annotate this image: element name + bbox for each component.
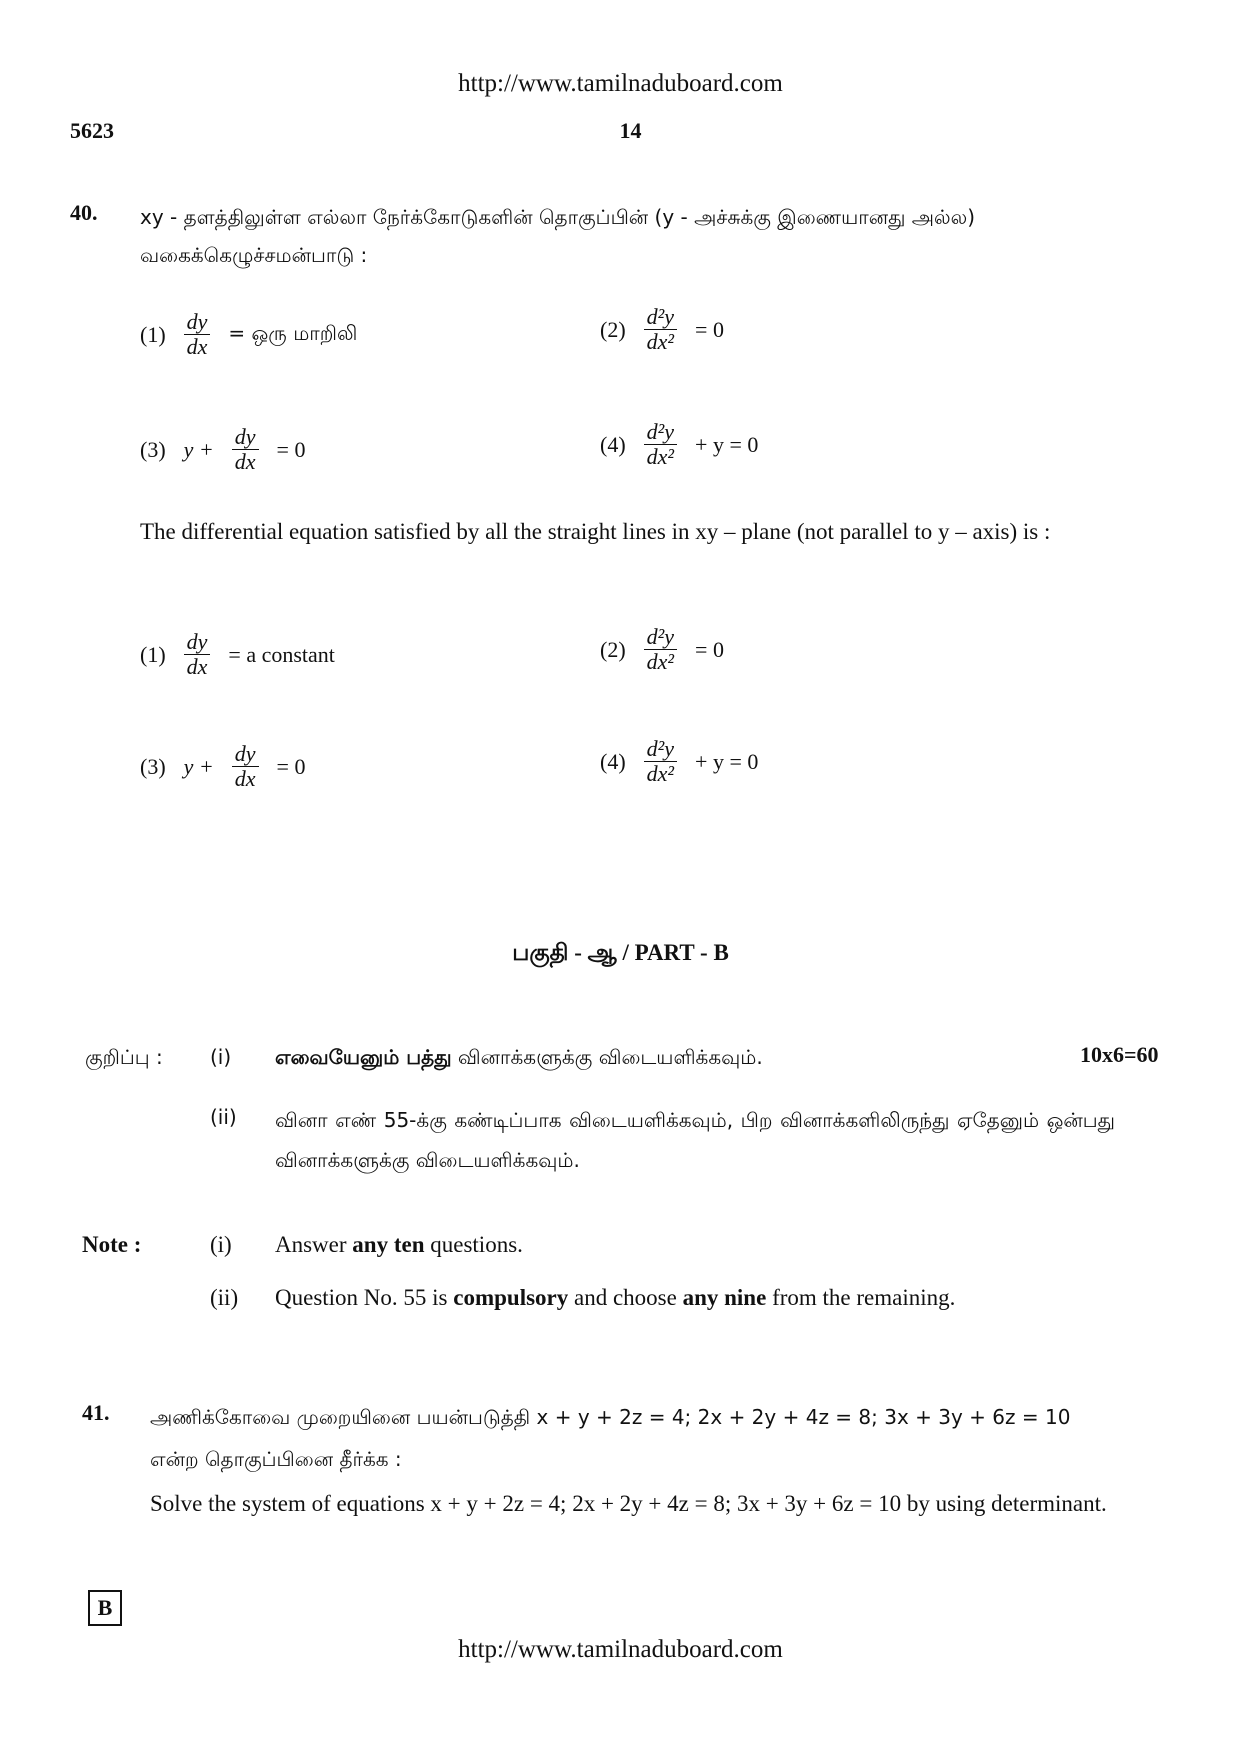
fraction-denominator: dx (186, 654, 208, 680)
option-label: (1) (140, 641, 166, 667)
q40-english-text: The differential equation satisfied by all the straight lines in xy – plane (not parallel to y – axis) is : (140, 519, 1051, 544)
fraction-numerator: dy (184, 630, 211, 655)
tamil-note-i-text: வினாக்களுக்கு விடையளிக்கவும். (451, 1045, 763, 1069)
url-bottom: http://www.tamilnaduboard.com (458, 1636, 783, 1663)
page-number: 14 (619, 118, 642, 143)
option-rest: + y = 0 (695, 431, 759, 457)
tamil-note-i (275, 1045, 763, 1072)
option-rest: = 0 (276, 436, 306, 462)
note-label: Note : (82, 1232, 142, 1257)
note-i: Answer any ten questions. (275, 1232, 523, 1257)
q40-english-option-1 (140, 630, 335, 679)
booklet-letter: B (88, 1590, 122, 1626)
fraction-denominator: dx² (646, 329, 675, 355)
q41-tamil-text: அணிக்கோவை முறையினை பயன்படுத்தி x + y + 2z = 4; 2x + 2y + 4z = 8; 3x + 3y + 6z = 10 என்ற தொகுப்பினை தீர்க்க : (150, 1405, 1071, 1471)
url-top: http://www.tamilnaduboard.com (458, 70, 783, 97)
option-rest: = ஒரு மாறிலி (228, 321, 358, 346)
q40-tamil-option-4 (600, 420, 758, 469)
fraction-numerator: dy (184, 310, 211, 335)
fraction-numerator: dy (232, 742, 259, 767)
q40-tamil-option-3 (140, 425, 305, 474)
tamil-note-i-label: (i) (210, 1045, 232, 1069)
option-label: (1) (140, 321, 166, 347)
option-label: (3) (140, 436, 166, 462)
option-rest: = 0 (276, 753, 306, 779)
tamil-note-i-bold: எவையேனும் பத்து (275, 1045, 452, 1069)
option-label: (3) (140, 753, 166, 779)
fraction-denominator: dx (234, 766, 256, 792)
fraction-numerator: d²y (644, 625, 677, 650)
option-label: (2) (600, 636, 626, 662)
fraction-numerator: d²y (644, 305, 677, 330)
option-label: (2) (600, 316, 626, 342)
option-prefix: y + (183, 436, 214, 462)
option-rest: + y = 0 (695, 748, 759, 774)
note-ii-bold-1: compulsory (453, 1285, 569, 1310)
q40-tamil-option-1 (140, 310, 357, 359)
option-label: (4) (600, 748, 626, 774)
fraction-numerator: dy (232, 425, 259, 450)
q41-number: 41. (82, 1400, 110, 1425)
option-rest: = a constant (228, 641, 335, 667)
note-i-bold: any ten (352, 1232, 425, 1257)
q40-tamil-text: xy - தளத்திலுள்ள எல்லா நேர்க்கோடுகளின் தொகுப்பின் (y - அச்சுக்கு இணையானது அல்ல) வகைக்கெழுச்சமன்பாடு : (140, 205, 976, 267)
tamil-note-ii-label: (ii) (210, 1105, 237, 1129)
fraction-denominator: dx (186, 334, 208, 360)
fraction-numerator: d²y (644, 420, 677, 445)
fraction-denominator: dx² (646, 649, 675, 675)
q40-english-option-4 (600, 737, 758, 786)
marks: 10x6=60 (1080, 1042, 1159, 1067)
fraction-numerator: d²y (644, 737, 677, 762)
q40-tamil-option-2 (600, 305, 724, 354)
note-ii-bold-2: any nine (682, 1285, 767, 1310)
q40-english-option-2 (600, 625, 724, 674)
option-rest: = 0 (695, 636, 724, 662)
tamil-note-label: குறிப்பு : (85, 1045, 163, 1069)
fraction-denominator: dx² (646, 444, 675, 470)
fraction-denominator: dx (234, 449, 256, 475)
note-ii-label: (ii) (210, 1285, 239, 1310)
q41-english-text: Solve the system of equations x + y + 2z = 4; 2x + 2y + 4z = 8; 3x + 3y + 6z = 10 by using determinant. (150, 1491, 1107, 1516)
tamil-note-ii: வினா எண் 55-க்கு கண்டிப்பாக விடையளிக்கவும், பிற வினாக்களிலிருந்து ஏதேனும் ஒன்பது வினாக்களுக்கு விடையளிக்கவும். (275, 1108, 1115, 1172)
q40-number: 40. (70, 200, 98, 225)
note-i-label: (i) (210, 1232, 232, 1257)
note-ii: Question No. 55 is compulsory and choose any nine from the remaining. (275, 1285, 956, 1310)
paper-code: 5623 (70, 118, 114, 143)
option-rest: = 0 (695, 316, 724, 342)
option-label: (4) (600, 431, 626, 457)
q40-english-option-3 (140, 742, 305, 791)
part-b-title: பகுதி - ஆ / PART - B (512, 940, 729, 965)
option-prefix: y + (183, 753, 214, 779)
fraction-denominator: dx² (646, 761, 675, 787)
